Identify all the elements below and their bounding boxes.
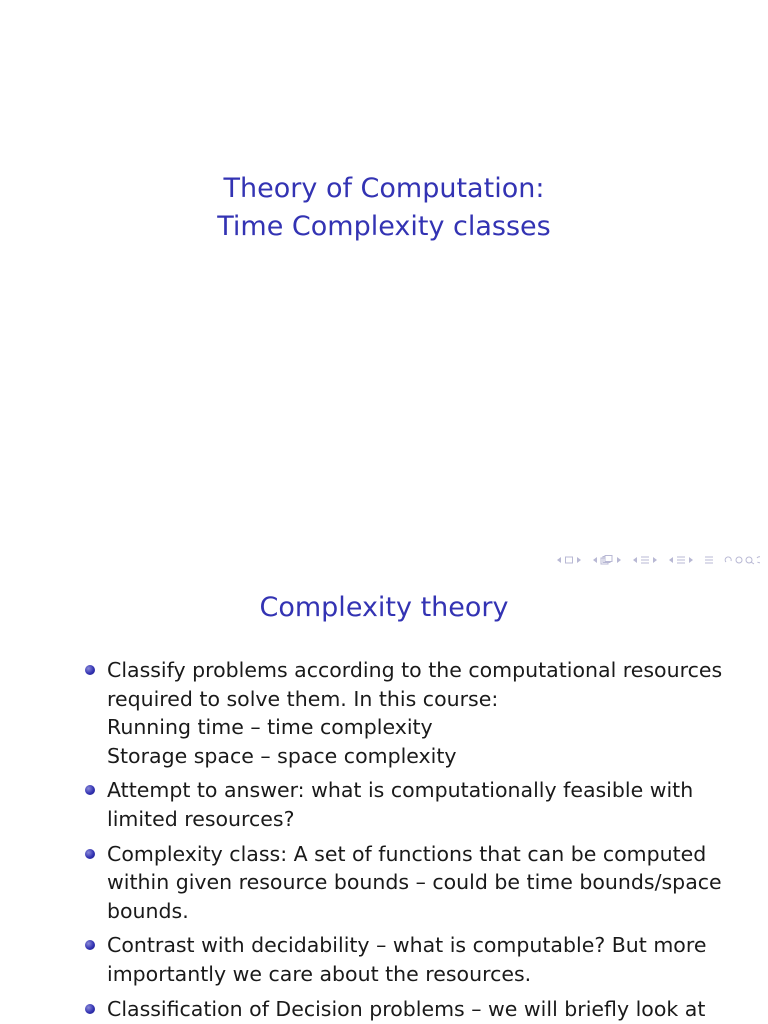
bullet-line: Storage space – space complexity <box>107 743 457 768</box>
content-slide <box>0 576 768 1024</box>
nav-next-arrow-icon[interactable] <box>688 556 694 564</box>
frame-title: Complexity theory <box>259 592 509 623</box>
bullet-line: importantly we care about the resources. <box>107 961 532 986</box>
nav-prev-arrow-icon[interactable] <box>592 556 598 564</box>
nav-subsection-icon[interactable] <box>676 555 686 565</box>
nav-toc-icon[interactable] <box>704 555 714 565</box>
nav-subsection-group[interactable] <box>668 555 694 565</box>
nav-toc-group[interactable] <box>704 555 714 565</box>
nav-next-arrow-icon[interactable] <box>576 556 582 564</box>
presentation-title <box>0 170 768 246</box>
bullet-line: Running time – time complexity <box>107 715 433 740</box>
title-line-1: Theory of Computation: <box>223 173 545 204</box>
bullet-line: limited resources? <box>107 806 295 831</box>
nav-section-group[interactable] <box>632 555 658 565</box>
nav-section-icon[interactable] <box>640 555 650 565</box>
nav-prev-arrow-icon[interactable] <box>668 556 674 564</box>
list-item <box>84 840 724 926</box>
bullet-icon <box>85 849 95 859</box>
nav-frame-icon[interactable] <box>564 555 574 565</box>
bullet-icon <box>85 785 95 795</box>
nav-slide-group[interactable] <box>592 555 622 565</box>
list-item <box>84 995 724 1024</box>
bullet-line: within given resource bounds – could be time bounds/space <box>107 870 722 895</box>
list-item <box>84 776 724 833</box>
nav-next-arrow-icon[interactable] <box>616 556 622 564</box>
nav-search-icon[interactable] <box>724 555 760 565</box>
bullet-line: Classify problems according to the computational resources <box>107 658 723 682</box>
bullet-icon <box>85 665 95 675</box>
nav-search-group[interactable] <box>724 555 760 565</box>
nav-frame-group[interactable] <box>556 555 582 565</box>
bullet-icon <box>85 1004 95 1014</box>
nav-next-arrow-icon[interactable] <box>652 556 658 564</box>
list-item <box>84 656 724 770</box>
bullet-icon <box>85 940 95 950</box>
bullet-list <box>84 656 724 1024</box>
bullet-line: Classification of Decision problems – we will briefly look at <box>107 996 706 1021</box>
bullet-line: Complexity class: A set of functions that can be computed <box>107 841 707 866</box>
title-line-2: Time Complexity classes <box>217 211 551 242</box>
beamer-navigation-bar <box>550 553 760 567</box>
nav-slide-icon[interactable] <box>600 555 614 565</box>
bullet-line: bounds. <box>107 898 189 923</box>
list-item <box>84 931 724 988</box>
bullet-line: Contrast with decidability – what is computable? But more <box>107 933 707 958</box>
nav-prev-arrow-icon[interactable] <box>632 556 638 564</box>
nav-prev-arrow-icon[interactable] <box>556 556 562 564</box>
bullet-line: Attempt to answer: what is computationally feasible with <box>107 778 694 803</box>
bullet-line: required to solve them. In this course: <box>107 686 499 711</box>
